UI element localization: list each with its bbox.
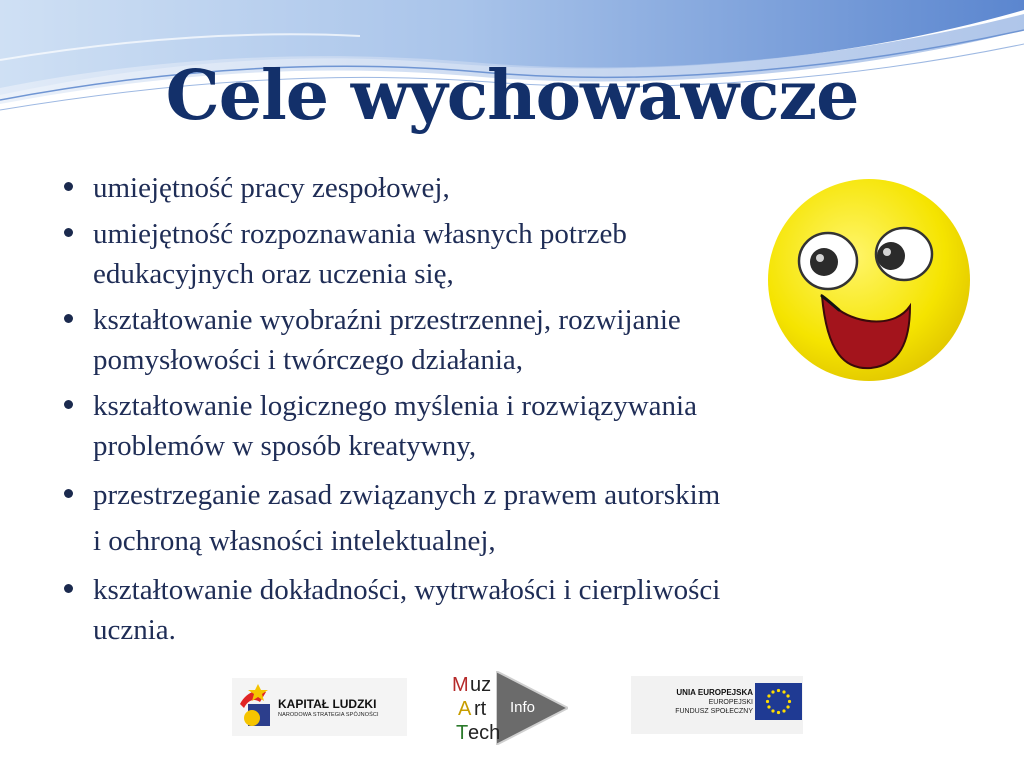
- kapital-ludzki-subtitle: NARODOWA STRATEGIA SPÓJNOŚCI: [278, 712, 379, 718]
- eu-flag-icon: [755, 683, 802, 720]
- eu-star-icon: [767, 705, 770, 708]
- kapital-ludzki-name: KAPITAŁ LUDZKI: [278, 697, 377, 711]
- list-item: [62, 472, 922, 564]
- logo-letters: ech: [468, 722, 501, 744]
- eu-star-icon: [771, 690, 774, 693]
- smiley-face-icon: [767, 178, 971, 382]
- eu-star-icon: [786, 705, 789, 708]
- logo-letters: rt: [474, 698, 487, 720]
- eu-star-icon: [767, 694, 770, 697]
- muzarttech-logo: [448, 671, 568, 745]
- eu-star-icon: [766, 700, 769, 703]
- eu-star-icon: [786, 694, 789, 697]
- list-item: [62, 570, 922, 650]
- eu-star-icon: [782, 690, 785, 693]
- eu-star-icon: [777, 689, 780, 692]
- list-item-text: kształtowanie logicznego myślenia i rozwiązywania: [93, 390, 697, 422]
- list-item-text: kształtowanie wyobraźni przestrzennej, rozwijanie: [93, 304, 681, 336]
- logo-info-text: Info: [510, 699, 536, 716]
- list-item-text: umiejętność pracy zespołowej,: [93, 172, 450, 204]
- logo-letter: T: [456, 722, 469, 744]
- eu-star-icon: [771, 709, 774, 712]
- logo-letter: A: [458, 698, 472, 720]
- eu-star-icon: [788, 700, 791, 703]
- logo-letters: uz: [470, 674, 492, 696]
- list-item-text: umiejętność rozpoznawania własnych potrzeb: [93, 218, 627, 250]
- list-item-text: problemów w sposób kreatywny,: [93, 430, 477, 462]
- list-item: [62, 386, 922, 466]
- eu-star-icon: [782, 709, 785, 712]
- list-item-text: i ochroną własności intelektualnej,: [93, 525, 496, 557]
- list-item-text: przestrzeganie zasad związanych z prawem autorskim: [93, 479, 721, 511]
- ue-line3: FUNDUSZ SPOŁECZNY: [675, 708, 753, 715]
- list-item-text: kształtowanie dokładności, wytrwałości i cierpliwości: [93, 574, 721, 606]
- eu-star-icon: [777, 711, 780, 714]
- unia-europejska-text: [641, 687, 753, 716]
- list-item-text: edukacyjnych oraz uczenia się,: [93, 258, 454, 290]
- ue-line2: EUROPEJSKI: [708, 699, 753, 706]
- logo-letter: M: [452, 674, 469, 696]
- slide-title: Cele wychowawcze: [165, 56, 859, 136]
- kapital-ludzki-text: [278, 697, 379, 719]
- list-item-text: ucznia.: [93, 614, 176, 646]
- list-item-text: pomysłowości i twórczego działania,: [93, 344, 524, 376]
- ue-name: UNIA EUROPEJSKA: [676, 688, 753, 697]
